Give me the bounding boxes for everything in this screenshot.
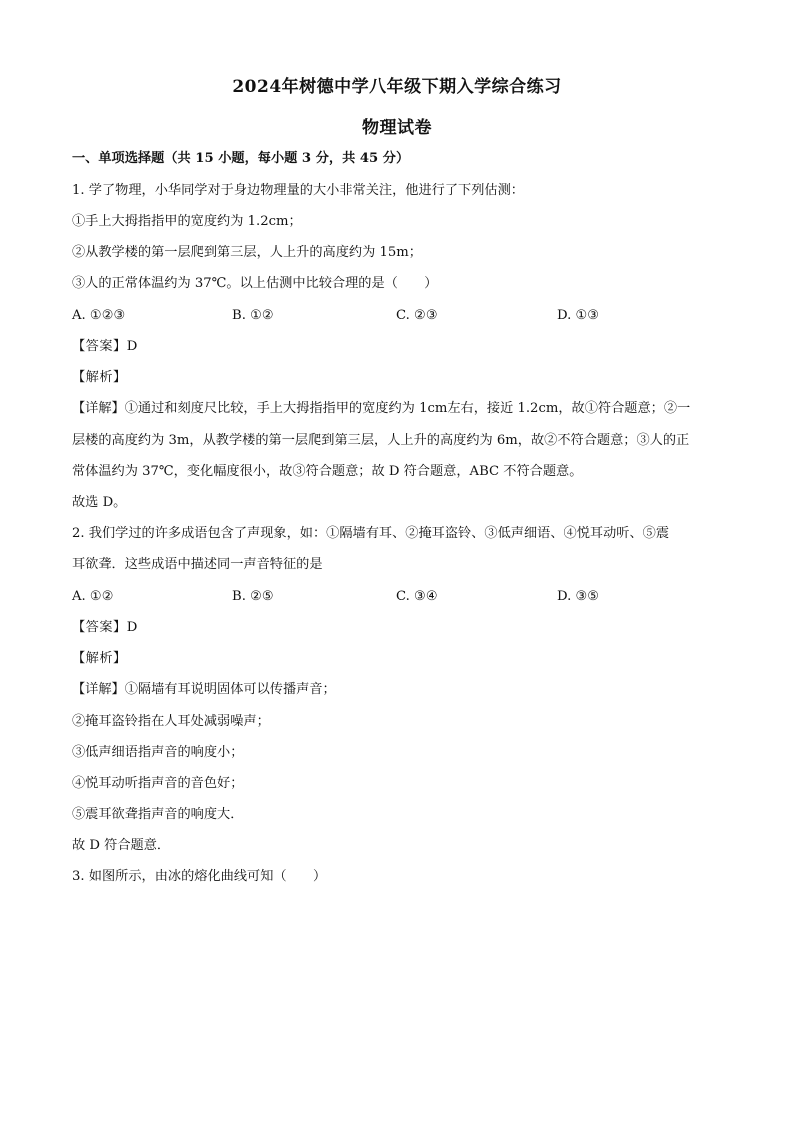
- question-1-analysis-label: 【解析】: [72, 370, 127, 385]
- question-2-analysis-label: 【解析】: [72, 651, 127, 666]
- question-1-answer: 【答案】D: [72, 339, 138, 354]
- exam-subtitle: 物理试卷: [362, 118, 432, 138]
- question-2-option-a: A. ①②: [72, 589, 114, 604]
- question-2-option-b: B. ②⑤: [232, 589, 274, 604]
- question-1-item-1: ①手上大拇指指甲的宽度约为 1.2cm；: [72, 214, 302, 229]
- question-2-detail-line-4: ④悦耳动听指声音的音色好；: [72, 776, 244, 791]
- question-2-option-c: C. ③④: [396, 589, 438, 604]
- question-1-option-c: C. ②③: [396, 308, 438, 323]
- section-heading: 一、单项选择题（共 15 小题，每小题 3 分，共 45 分）: [72, 151, 410, 166]
- question-2-stem-line-2: 耳欲聋．这些成语中描述同一声音特征的是: [72, 557, 323, 572]
- question-1-option-a: A. ①②③: [72, 308, 126, 323]
- question-1-options: [72, 307, 722, 327]
- question-1-item-2: ②从教学楼的第一层爬到第三层，人上升的高度约为 15m；: [72, 245, 422, 260]
- question-1-detail-line-1: 【详解】①通过和刻度尺比较，手上大拇指指甲的宽度约为 1cm左右，接近 1.2cm，故①符合题意；②一: [72, 401, 691, 416]
- question-2-detail-line-5: ⑤震耳欲聋指声音的响度大．: [72, 807, 244, 822]
- question-1-stem: 1. 学了物理，小华同学对于身边物理量的大小非常关注，他进行了下列估测：: [72, 183, 524, 198]
- question-1-item-3: ③人的正常体温约为 37℃。以上估测中比较合理的是（ ）: [72, 276, 438, 291]
- question-1-detail-line-3: 常体温约为 37℃，变化幅度很小，故③符合题意；故 D 符合题意，ABC 不符合题意。: [72, 464, 583, 479]
- question-2-options: [72, 588, 722, 608]
- question-2-option-d: D. ③⑤: [557, 589, 600, 604]
- question-2-stem-line-1: 2. 我们学过的许多成语包含了声现象，如：①隔墙有耳、②掩耳盗铃、③低声细语、④悦耳动听、⑤震: [72, 526, 670, 541]
- question-1-detail-line-2: 层楼的高度约为 3m，从教学楼的第一层爬到第三层，人上升的高度约为 6m，故②不符合题意；③人的正: [72, 433, 690, 448]
- question-2-detail-line-3: ③低声细语指声音的响度小；: [72, 745, 244, 760]
- question-1-conclusion: 故选 D。: [72, 495, 127, 510]
- question-2-detail-line-1: 【详解】①隔墙有耳说明固体可以传播声音；: [72, 682, 336, 697]
- question-1-option-b: B. ①②: [232, 308, 274, 323]
- question-2-answer: 【答案】D: [72, 620, 138, 635]
- question-2-conclusion: 故 D 符合题意．: [72, 838, 171, 853]
- question-1-option-d: D. ①③: [557, 308, 600, 323]
- question-2-detail-line-2: ②掩耳盗铃指在人耳处减弱噪声；: [72, 714, 270, 729]
- question-3-stem: 3. 如图所示，由冰的熔化曲线可知（ ）: [72, 869, 327, 884]
- exam-title: 2024年树德中学八年级下期入学综合练习: [232, 77, 562, 97]
